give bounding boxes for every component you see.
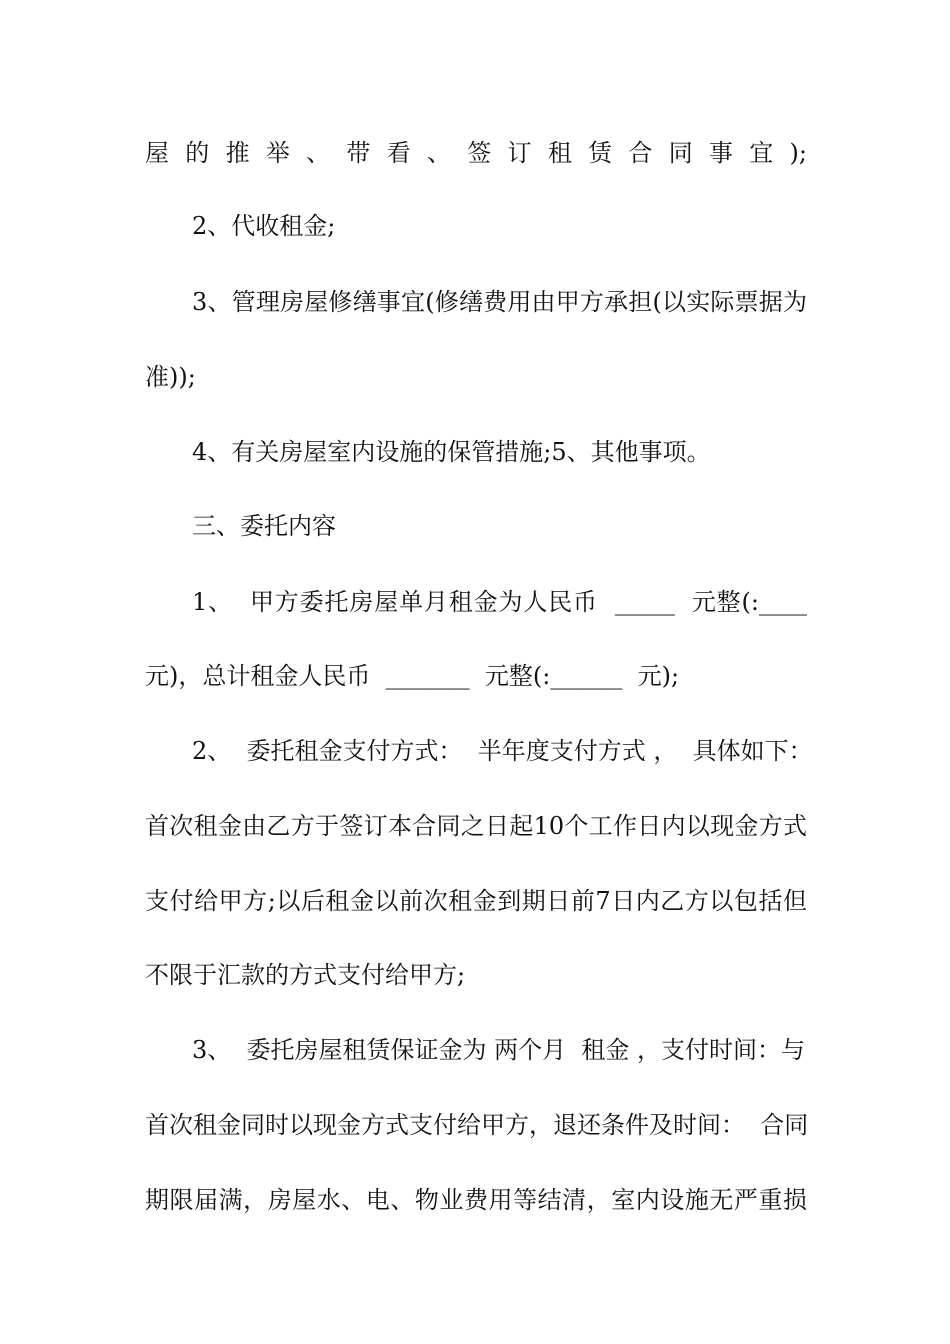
text-line-14: 首次租金同时以现金方式支付给甲方，退还条件及时间： 合同 <box>145 1111 809 1139</box>
text-line-7: 1、 甲方委托房屋单月租金为人民币 _____ 元整(:____ <box>192 588 807 616</box>
text-line-11: 支付给甲方;以后租金以前次租金到期日前7日内乙方以包括但 <box>145 887 807 915</box>
text-line-1: 屋的推举、带看、签订租赁合同事宜); <box>145 139 807 167</box>
text-line-8: 元)，总计租金人民币 _______ 元整(:______ 元); <box>145 662 680 690</box>
text-line-9: 2、 委托租金支付方式： 半年度支付方式 ， 具体如下： <box>192 737 813 765</box>
text-line-5: 4、有关房屋室内设施的保管措施;5、其他事项。 <box>192 438 711 466</box>
text-line-13: 3、 委托房屋租赁保证金为 两个月 租金 ，支付时间：与 <box>192 1036 806 1064</box>
text-line-4: 准)); <box>145 363 196 391</box>
text-line-2: 2、代收租金; <box>192 212 336 240</box>
text-line-3: 3、管理房屋修缮事宜(修缮费用由甲方承担(以实际票据为 <box>192 288 807 316</box>
text-line-15: 期限届满，房屋水、电、物业费用等结清，室内设施无严重损 <box>145 1186 807 1214</box>
text-line-10: 首次租金由乙方于签订本合同之日起10个工作日内以现金方式 <box>145 812 807 840</box>
text-line-12: 不限于汇款的方式支付给甲方; <box>145 961 466 989</box>
section-heading: 三、委托内容 <box>192 512 336 540</box>
